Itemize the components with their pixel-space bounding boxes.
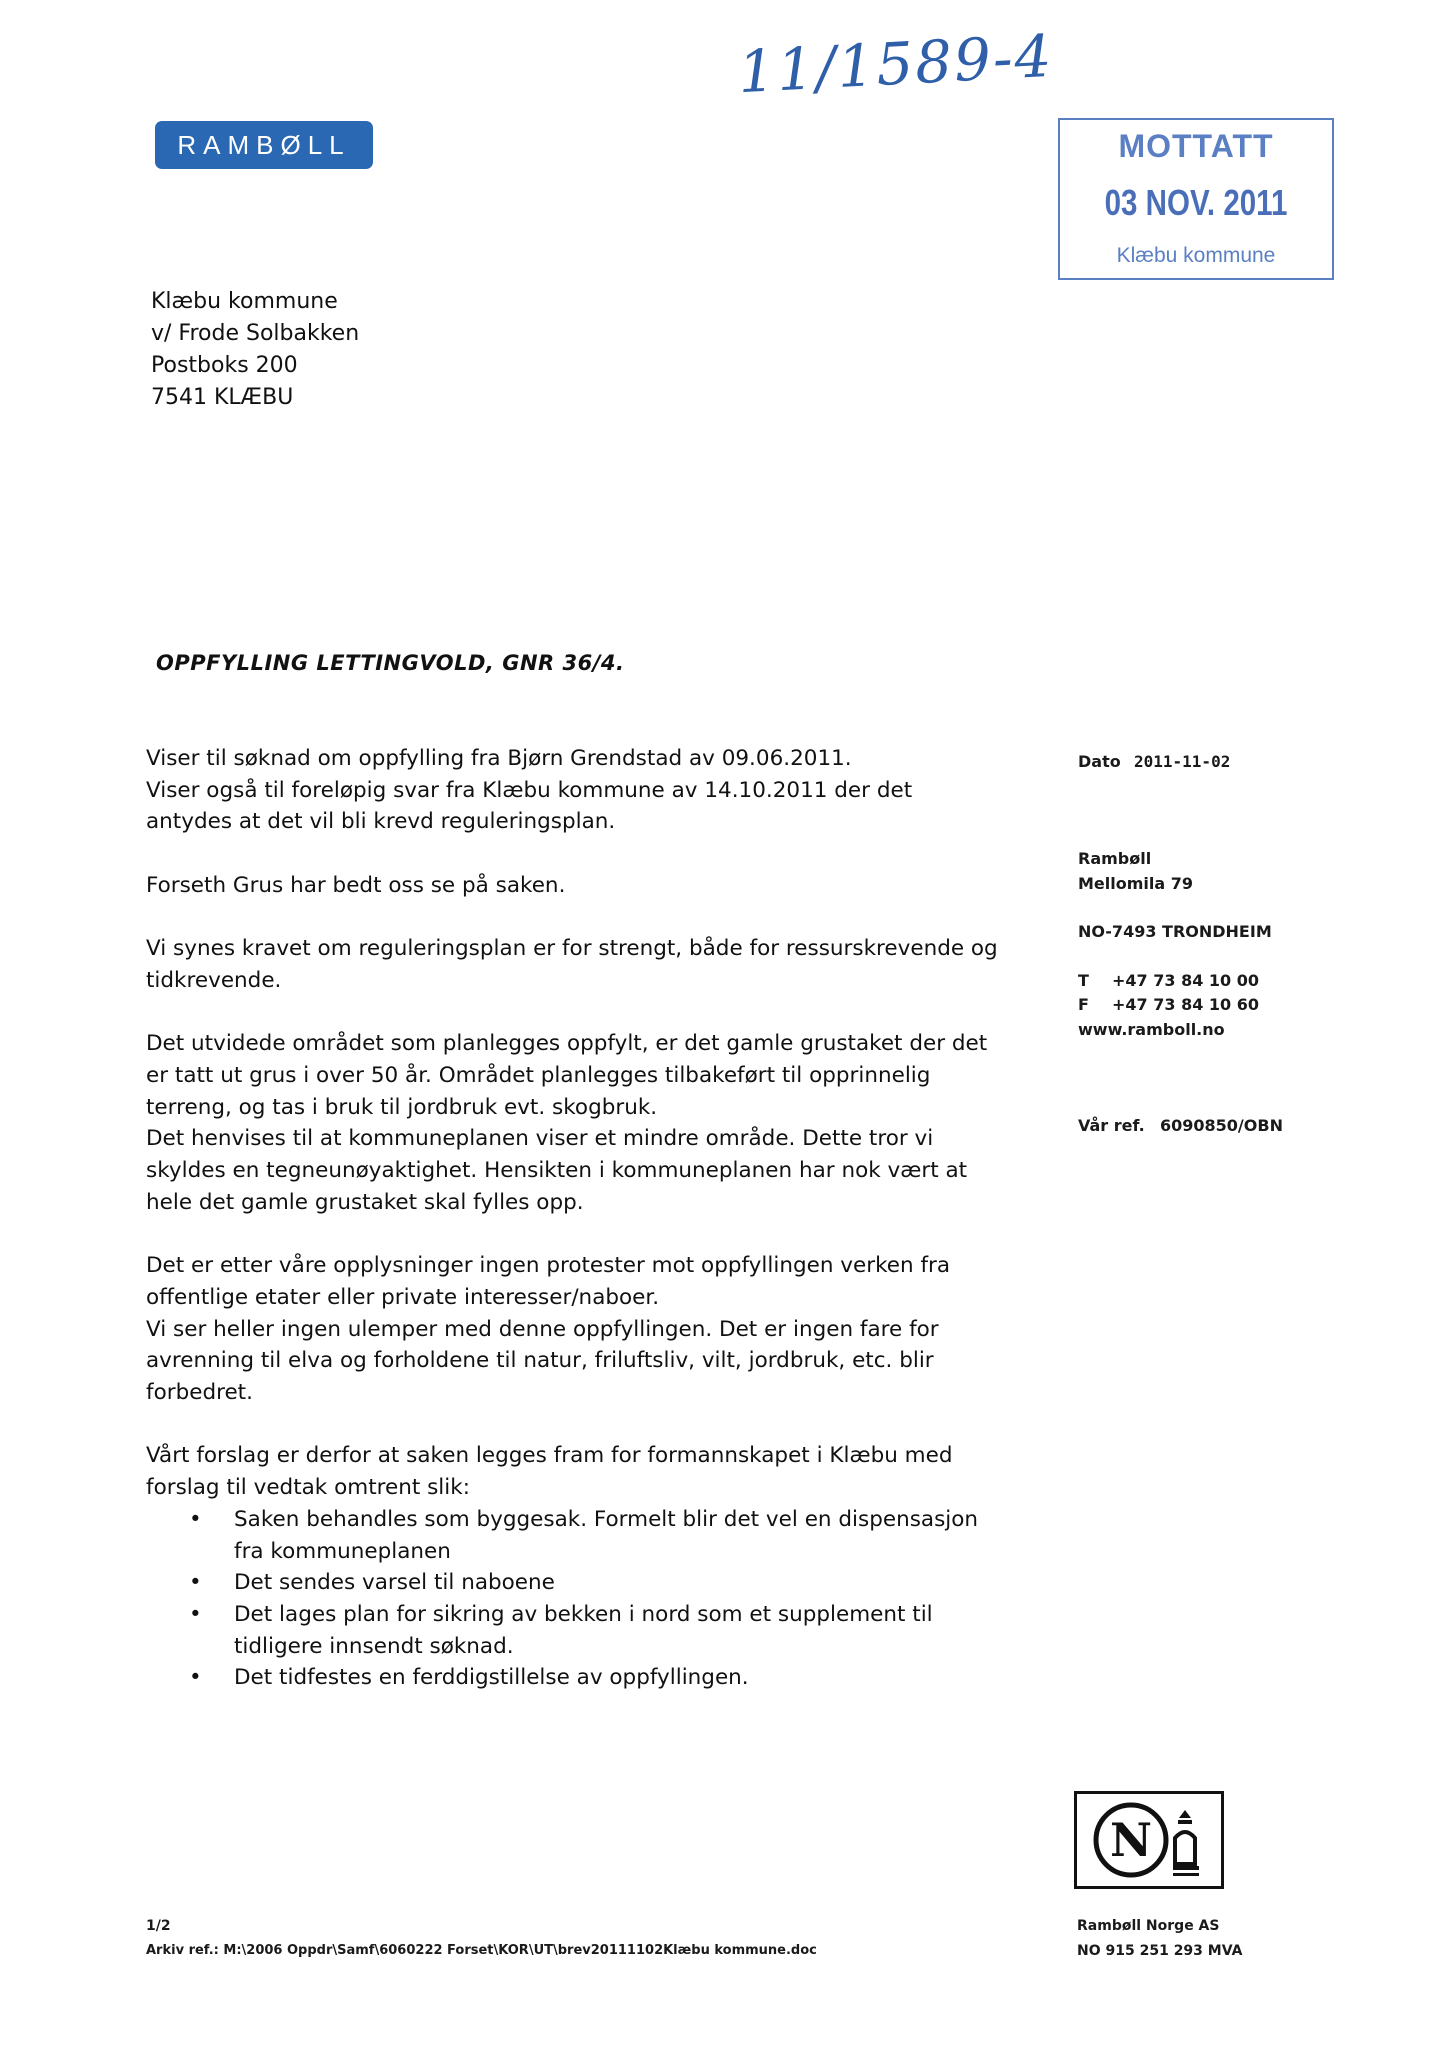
organization-number: NO 915 251 293 MVA — [1077, 1943, 1243, 1959]
reference-label: Vår ref. — [1078, 1116, 1145, 1135]
sender-street: Mellomila 79 — [1078, 874, 1194, 893]
paragraph — [146, 1250, 1046, 1409]
norsk-akkreditering-icon — [1077, 1794, 1221, 1886]
stamp-place: Klæbu kommune — [1116, 244, 1276, 267]
bullet-icon: • — [189, 1665, 202, 1691]
list-item-line: Det sendes varsel til naboene — [234, 1570, 555, 1596]
recipient-address — [151, 286, 359, 414]
list-item-line: Det tidfestes en ferddigstillelse av oppfyllingen. — [234, 1665, 749, 1691]
body-line: Vi ser heller ingen ulemper med denne oppfyllingen. Det er ingen fare for — [146, 1316, 939, 1342]
archive-reference: Arkiv ref.: M:\2006 Oppdr\Samf\6060222 Forset\KOR\UT\brev20111102Klæbu kommune.doc — [146, 1943, 817, 1958]
phone-label: T — [1078, 971, 1089, 990]
letter-subject: OPPFYLLING LETTINGVOLD, GNR 36/4. — [156, 651, 625, 675]
sender-company: Rambøll — [1078, 849, 1152, 868]
body-line: offentlige etater eller private interesser/naboer. — [146, 1284, 660, 1310]
list-item — [146, 1662, 1046, 1694]
bullet-icon: • — [189, 1601, 202, 1627]
bullet-icon: • — [189, 1506, 202, 1532]
body-line: terreng, og tas i bruk til jordbruk evt. skogbruk. — [146, 1094, 658, 1120]
paragraph — [146, 1028, 1046, 1218]
reference-value: 6090850/OBN — [1160, 1116, 1283, 1135]
list-item-line: Det lages plan for sikring av bekken i nord som et supplement til — [234, 1601, 933, 1627]
body-line: er tatt ut grus i over 50 år. Området planlegges tilbakeført til opprinnelig — [146, 1062, 931, 1088]
list-item-line: fra kommuneplanen — [234, 1538, 451, 1564]
body-line: avrenning til elva og forholdene til natur, friluftsliv, vilt, jordbruk, etc. blir — [146, 1348, 934, 1374]
body-line: Viser til søknad om oppfylling fra Bjørn Grendstad av 09.06.2011. — [146, 746, 852, 771]
body-line: Det er etter våre opplysninger ingen protester mot oppfyllingen verken fra — [146, 1253, 951, 1279]
fax-number: +47 73 84 10 60 — [1112, 995, 1260, 1014]
body-line: skyldes en tegneunøyaktighet. Hensikten i kommuneplanen har nok vært at — [146, 1158, 968, 1184]
date-label: Dato — [1078, 752, 1121, 771]
body-line: forbedret. — [146, 1380, 253, 1405]
body-line: Det utvidede området som planlegges oppfylt, er det gamle grustaket der det — [146, 1031, 988, 1057]
body-line: Vi synes kravet om reguleringsplan er for strengt, både for ressurskrevende og — [146, 936, 998, 962]
paragraph — [146, 1440, 1046, 1503]
body-line: Vårt forslag er derfor at saken legges fram for formannskapet i Klæbu med — [146, 1443, 953, 1469]
paragraph — [146, 933, 1046, 996]
letter-body — [146, 743, 1046, 1694]
body-line: antydes at det vil bli krevd reguleringsplan. — [146, 809, 616, 835]
recipient-line: 7541 KLÆBU — [151, 385, 294, 410]
list-item-line: tidligere innsendt søknad. — [234, 1633, 514, 1659]
paragraph — [146, 870, 1046, 902]
list-item — [146, 1599, 1046, 1662]
fax-label: F — [1078, 995, 1089, 1014]
body-line: Forseth Grus har bedt oss se på saken. — [146, 872, 566, 898]
recipient-line: Klæbu kommune — [151, 289, 338, 314]
received-stamp — [1058, 118, 1334, 280]
recipient-line: v/ Frode Solbakken — [151, 321, 360, 346]
bullet-icon: • — [189, 1570, 202, 1596]
list-item — [146, 1567, 1046, 1599]
body-line: forslag til vedtak omtrent slik: — [146, 1475, 470, 1501]
certification-logo — [1074, 1791, 1224, 1889]
phone-number: +47 73 84 10 00 — [1112, 971, 1260, 990]
company-name: Rambøll Norge AS — [1077, 1918, 1220, 1934]
proposal-list — [146, 1504, 1046, 1694]
body-line: Det henvises til at kommuneplanen viser et mindre område. Dette tror vi — [146, 1126, 934, 1152]
recipient-line: Postboks 200 — [151, 353, 298, 378]
ramboll-logo: RAMBØLL — [155, 121, 373, 169]
list-item-line: Saken behandles som byggesak. Formelt blir det vel en dispensasjon — [234, 1506, 979, 1532]
body-line: tidkrevende. — [146, 967, 282, 993]
svg-text:N: N — [1109, 1813, 1153, 1867]
stamp-title: MOTTATT — [1118, 128, 1274, 164]
paragraph — [146, 743, 1046, 838]
list-item — [146, 1504, 1046, 1567]
body-line: Viser også til foreløpig svar fra Klæbu kommune av 14.10.2011 der det — [146, 777, 913, 803]
body-line: hele det gamle grustaket skal fylles opp. — [146, 1189, 584, 1215]
stamp-date: 03 NOV. 2011 — [1104, 182, 1288, 223]
handwritten-case-number: 11/1589-4 — [736, 21, 1056, 107]
page-number: 1/2 — [146, 1918, 171, 1934]
website-link: www.ramboll.no — [1078, 1020, 1225, 1039]
sender-city: NO-7493 TRONDHEIM — [1078, 922, 1272, 941]
date-value: 2011-11-02 — [1134, 752, 1231, 771]
